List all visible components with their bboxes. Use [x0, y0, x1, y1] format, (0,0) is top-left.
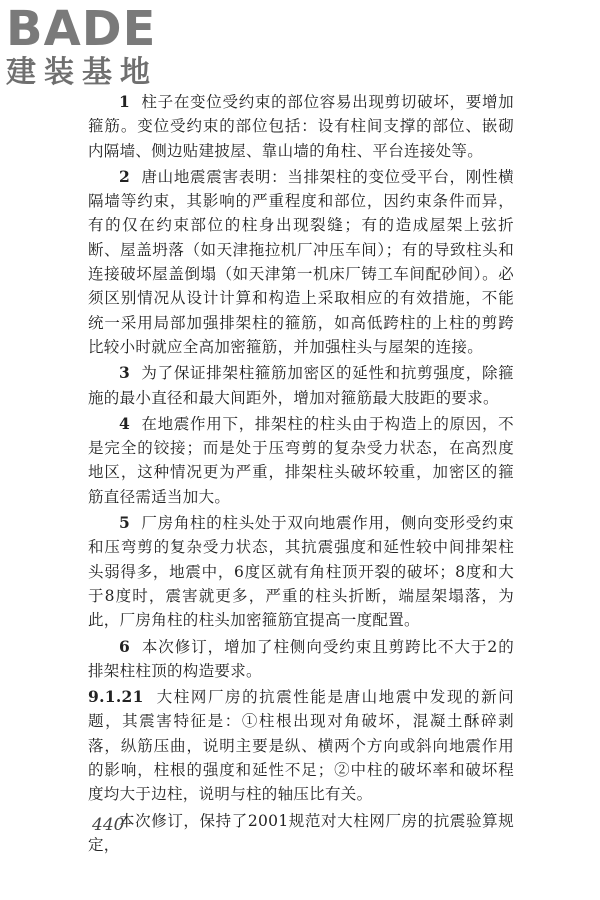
logo-brand: BADE: [6, 1, 157, 57]
paragraph-text: 在地震作用下，排架柱的柱头由于构造上的原因，不是完全的铰接；而是处于压弯剪的复杂受力状态，在高烈度地区，这种情况更为严重，排架柱头破坏较重，加密区的箍筋直径需适当加大。: [88, 414, 514, 506]
paragraph-4: [88, 412, 514, 509]
paragraph-text: 本次修订，增加了柱侧向受约束且剪跨比不大于2的排架柱柱顶的构造要求。: [88, 637, 514, 680]
paragraph-1: [88, 90, 514, 163]
final-paragraph: 本次修订，保持了2001规范对大柱网厂房的抗震验算规定，: [88, 811, 514, 854]
paragraph-number: 4: [119, 413, 131, 433]
paragraph-3: [88, 361, 514, 410]
paragraph-text: 为了保证排架柱箍筋加密区的延性和抗剪强度，除箍施的最小直径和最大间距外，增加对箍筋最大肢距的要求。: [88, 364, 514, 407]
paragraph-5: [88, 511, 514, 632]
document-body: [88, 90, 514, 859]
section-text: 大柱网厂房的抗震性能是唐山地震中发现的新问题，其震害特征是：①柱根出现对角破坏，混凝土酥碎剥落，纵筋压曲，说明主要是纵、横两个方向或斜向地震作用的影响，柱根的强度和延性不足；②中柱的破坏率和破坏程度均大于边柱，说明与柱的轴压比有关。: [88, 688, 514, 804]
page-number: 440: [92, 815, 125, 835]
paragraph-6: [88, 635, 514, 684]
paragraph-number: 6: [119, 636, 131, 656]
logo-subtitle: 建装基地: [6, 55, 158, 90]
section-9-1-21: [88, 685, 514, 806]
section-number: 9.1.21: [88, 687, 144, 707]
paragraph-2: [88, 165, 514, 359]
logo: [6, 1, 158, 90]
paragraph-number: 3: [119, 363, 131, 383]
paragraph-text: 厂房角柱的柱头处于双向地震作用，侧向变形受约束和压弯剪的复杂受力状态，其抗震强度和延性较中间排架柱头弱得多，地震中，6度区就有角柱顶开裂的破坏；8度和大于8度时，震害就更多，严重的柱头折断，端屋架塌落，为此，厂房角柱的柱头加密箍筋宜提高一度配置。: [88, 514, 514, 630]
paragraph-number: 2: [119, 166, 131, 186]
paragraph-number: 1: [119, 92, 131, 111]
paragraph-text: 唐山地震震害表明：当排架柱的变位受平台，刚性横隔墙等约束，其影响的严重程度和部位，因约束条件而异，有的仅在约束部位的柱身出现裂缝；有的造成屋架上弦折断、屋盖坍落（如天津拖拉机厂冲压车间）；有的导致柱头和连接破坏屋盖倒塌（如天津第一机床厂铸工车间配砂间）。必须区别情况从设计计算和构造上采取相应的有效措施，不能统一采用局部加强排架柱的箍筋，如高低跨柱的上柱的剪跨比较小时就应全高加密箍筋，并加强柱头与屋架的连接。: [88, 167, 514, 356]
paragraph-number: 5: [119, 513, 131, 533]
paragraph-text: 柱子在变位受约束的部位容易出现剪切破坏，要增加箍筋。变位受约束的部位包括：设有柱间支撑的部位、嵌砌内隔墙、侧边贴建披屋、靠山墙的角柱、平台连接处等。: [88, 93, 514, 160]
